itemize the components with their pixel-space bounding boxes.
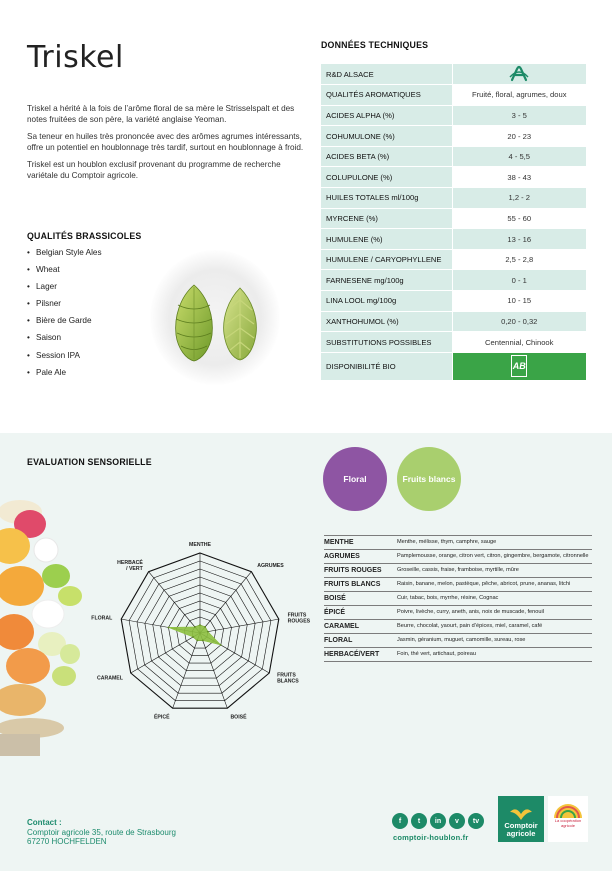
sensory-key: MENTHE bbox=[324, 536, 397, 550]
tech-key: QUALITÉS AROMATIQUES bbox=[321, 85, 452, 106]
radar-axis-line bbox=[200, 619, 279, 633]
bio-cell bbox=[452, 352, 586, 380]
sensory-key: FRUITS BLANCS bbox=[324, 578, 397, 592]
comptoir-agricole-logo bbox=[498, 796, 544, 842]
table-row bbox=[324, 564, 592, 578]
sensory-key: HERBACÉ/VERT bbox=[324, 648, 397, 662]
table-row bbox=[321, 332, 586, 353]
radar-axis-label: CARAMEL bbox=[96, 675, 123, 682]
contact-city: 67270 HOCHFELDEN bbox=[27, 837, 107, 846]
tech-key: XANTHOHUMOL (%) bbox=[321, 311, 452, 332]
sensory-table bbox=[324, 535, 592, 662]
intro-paragraph: Triskel a hérité à la fois de l’arôme floral de sa mère le Strisselspalt et des notes fruitées de son père, la variété anglaise Yeoman. bbox=[27, 104, 295, 124]
tv-icon[interactable]: tv bbox=[468, 813, 484, 829]
tech-key: LINA LOOL mg/100g bbox=[321, 291, 452, 312]
tech-key: DISPONIBILITÉ BIO bbox=[321, 352, 452, 380]
eval-title: EVALUATION SENSORIELLE bbox=[27, 457, 152, 467]
intro-paragraph: Triskel est un houblon exclusif provenant du programme de recherche variétale du Comptoir agricole. bbox=[27, 160, 281, 180]
sensory-key: BOISÉ bbox=[324, 592, 397, 606]
alsace-logo-icon bbox=[508, 65, 530, 82]
table-row bbox=[324, 634, 592, 648]
sensory-value: Groseille, cassis, fraise, framboise, myrtille, mûre bbox=[397, 564, 592, 578]
radar-axis-line bbox=[200, 572, 251, 633]
list-item: • Pale Ale bbox=[27, 368, 102, 385]
tech-key: R&D ALSACE bbox=[321, 64, 452, 85]
tech-key: HUMULENE / CARYOPHYLLENE bbox=[321, 249, 452, 270]
tech-key: SUBSTITUTIONS POSSIBLES bbox=[321, 332, 452, 353]
list-item: • Lager bbox=[27, 282, 102, 299]
radar-axis-label: ÉPICÉ bbox=[153, 714, 170, 720]
logo-text: Comptoir bbox=[504, 821, 538, 830]
table-row bbox=[321, 270, 586, 291]
table-row bbox=[321, 229, 586, 250]
list-item: • Saison bbox=[27, 333, 102, 350]
radar-data-point bbox=[207, 631, 209, 633]
table-row bbox=[321, 126, 586, 147]
list-item: • Wheat bbox=[27, 265, 102, 282]
tech-value: 4 - 5,5 bbox=[452, 146, 586, 167]
radar-data-area bbox=[168, 625, 220, 645]
intro-text bbox=[27, 103, 307, 187]
logo-text: agricole bbox=[506, 829, 536, 838]
cooperation-agricole-logo bbox=[548, 796, 588, 842]
sensory-value: Menthe, mélisse, thym, camphre, sauge bbox=[397, 536, 592, 550]
sensory-key: AGRUMES bbox=[324, 550, 397, 564]
list-item: • Bière de Garde bbox=[27, 316, 102, 333]
tech-value: 3 - 5 bbox=[452, 105, 586, 126]
intro-paragraph: Sa teneur en huiles très prononcée avec des arômes agrumes intéressants, offre un potentiel en houblonnage très tardif, surtout en houblonnage à froid. bbox=[27, 132, 304, 152]
sensory-key: CARAMEL bbox=[324, 620, 397, 634]
contact-block bbox=[27, 818, 176, 847]
table-row bbox=[321, 188, 586, 209]
radar-axis-label: FRUITS BLANCS bbox=[277, 672, 299, 685]
radar-axis-label: FRUITS ROUGES bbox=[287, 612, 311, 625]
contact-label: Contact : bbox=[27, 818, 62, 827]
radar-data-point bbox=[202, 640, 204, 642]
radar-axis-label: BOISÉ bbox=[230, 714, 247, 720]
sensory-key: FLORAL bbox=[324, 634, 397, 648]
sensory-value: Foin, thé vert, artichaut, poireau bbox=[397, 648, 592, 662]
radar-data-point bbox=[220, 644, 222, 646]
tech-value: 0,20 - 0,32 bbox=[452, 311, 586, 332]
radar-axis-line bbox=[131, 633, 200, 673]
tech-value: 2,5 - 2,8 bbox=[452, 249, 586, 270]
list-item: • Belgian Style Ales bbox=[27, 248, 102, 265]
fruits-illustration bbox=[0, 494, 92, 756]
sensory-value: Raisin, banane, melon, pastèque, pêche, abricot, prune, ananas, litchi bbox=[397, 578, 592, 592]
tech-key: COHUMULONE (%) bbox=[321, 126, 452, 147]
tech-value: 20 - 23 bbox=[452, 126, 586, 147]
qualities-title: QUALITÉS BRASSICOLES bbox=[27, 231, 142, 241]
tech-title: DONNÉES TECHNIQUES bbox=[321, 40, 429, 50]
tech-key: MYRCENE (%) bbox=[321, 208, 452, 229]
table-row bbox=[321, 208, 586, 229]
table-row bbox=[324, 550, 592, 564]
table-row bbox=[321, 105, 586, 126]
radar-axis-label: AGRUMES bbox=[257, 562, 284, 569]
radar-axis-line bbox=[149, 572, 200, 633]
qualities-list bbox=[27, 248, 102, 385]
tech-key: ACIDES BETA (%) bbox=[321, 146, 452, 167]
radar-data-point bbox=[194, 626, 196, 628]
tech-key: HUMULENE (%) bbox=[321, 229, 452, 250]
tech-key: FARNESENE mg/100g bbox=[321, 270, 452, 291]
tech-value: 10 - 15 bbox=[452, 291, 586, 312]
table-row bbox=[321, 146, 586, 167]
aroma-bubble-floral: Floral bbox=[323, 447, 387, 511]
radar-axis-label: MENTHE bbox=[189, 542, 211, 548]
table-row bbox=[321, 291, 586, 312]
sensory-key: ÉPICÉ bbox=[324, 606, 397, 620]
tech-value: 0 - 1 bbox=[452, 270, 586, 291]
hop-cone-icon bbox=[220, 286, 260, 362]
radar-data-point bbox=[168, 627, 170, 629]
tech-value: 1,2 - 2 bbox=[452, 188, 586, 209]
tech-value: Centennial, Chinook bbox=[452, 332, 586, 353]
table-row bbox=[321, 352, 586, 380]
table-row bbox=[324, 620, 592, 634]
radar-axis-label: HERBACÉ / VERT bbox=[117, 559, 143, 572]
table-row bbox=[321, 85, 586, 106]
radar-data-point bbox=[199, 624, 201, 626]
linkedin-icon[interactable]: in bbox=[430, 813, 446, 829]
sensory-value: Jasmin, géranium, muguet, camomille, sureau, rose bbox=[397, 634, 592, 648]
table-row bbox=[324, 592, 592, 606]
vimeo-icon[interactable]: v bbox=[449, 813, 465, 829]
tech-value: 13 - 16 bbox=[452, 229, 586, 250]
bio-badge-icon: AB bbox=[511, 355, 527, 377]
table-row bbox=[324, 648, 592, 662]
contact-address: Comptoir agricole 35, route de Strasbourg bbox=[27, 827, 176, 837]
sensory-key: FRUITS ROUGES bbox=[324, 564, 397, 578]
tech-key: COLUPULONE (%) bbox=[321, 167, 452, 188]
tech-key: ACIDES ALPHA (%) bbox=[321, 105, 452, 126]
table-row bbox=[321, 167, 586, 188]
tech-value: 55 - 60 bbox=[452, 208, 586, 229]
sensory-value: Beurre, chocolat, yaourt, pain d’épices, miel, caramel, café bbox=[397, 620, 592, 634]
rd-alsace-cell bbox=[452, 64, 586, 85]
sensory-value: Cuir, tabac, bois, myrrhe, résine, Cognac bbox=[397, 592, 592, 606]
table-row bbox=[324, 606, 592, 620]
hop-image bbox=[150, 250, 280, 385]
facebook-icon[interactable]: f bbox=[392, 813, 408, 829]
hop-cone-icon bbox=[172, 283, 216, 363]
list-item: • Pilsner bbox=[27, 299, 102, 316]
radar-axis-label: FLORAL bbox=[91, 615, 113, 622]
radar-data-point bbox=[196, 640, 198, 642]
social-links bbox=[392, 813, 484, 829]
table-row bbox=[324, 578, 592, 592]
hop-bird-icon bbox=[508, 806, 534, 822]
table-row bbox=[321, 311, 586, 332]
sensory-value: Poivre, livèche, curry, aneth, anis, noix de muscade, fenouil bbox=[397, 606, 592, 620]
radar-data-point bbox=[204, 626, 206, 628]
sensory-value: Pamplemousse, orange, citron vert, citron, gingembre, bergamote, citronnelle bbox=[397, 550, 592, 564]
sun-icon bbox=[551, 796, 585, 818]
aroma-bubble-fruits-blancs: Fruits blancs bbox=[397, 447, 461, 511]
sensory-radar-chart bbox=[85, 530, 325, 720]
table-row bbox=[321, 64, 586, 85]
tech-value: 38 - 43 bbox=[452, 167, 586, 188]
tech-table bbox=[321, 64, 586, 381]
list-item: • Session IPA bbox=[27, 351, 102, 368]
table-row bbox=[324, 536, 592, 550]
twitter-icon[interactable]: t bbox=[411, 813, 427, 829]
tech-value: Fruité, floral, agrumes, doux bbox=[452, 85, 586, 106]
tech-key: HUILES TOTALES ml/100g bbox=[321, 188, 452, 209]
website-link[interactable]: comptoir-houblon.fr bbox=[393, 833, 469, 842]
table-row bbox=[321, 249, 586, 270]
radar-data-point bbox=[192, 636, 194, 638]
logo-text: La coopération agricole bbox=[554, 818, 582, 828]
page-title: Triskel bbox=[27, 40, 124, 75]
